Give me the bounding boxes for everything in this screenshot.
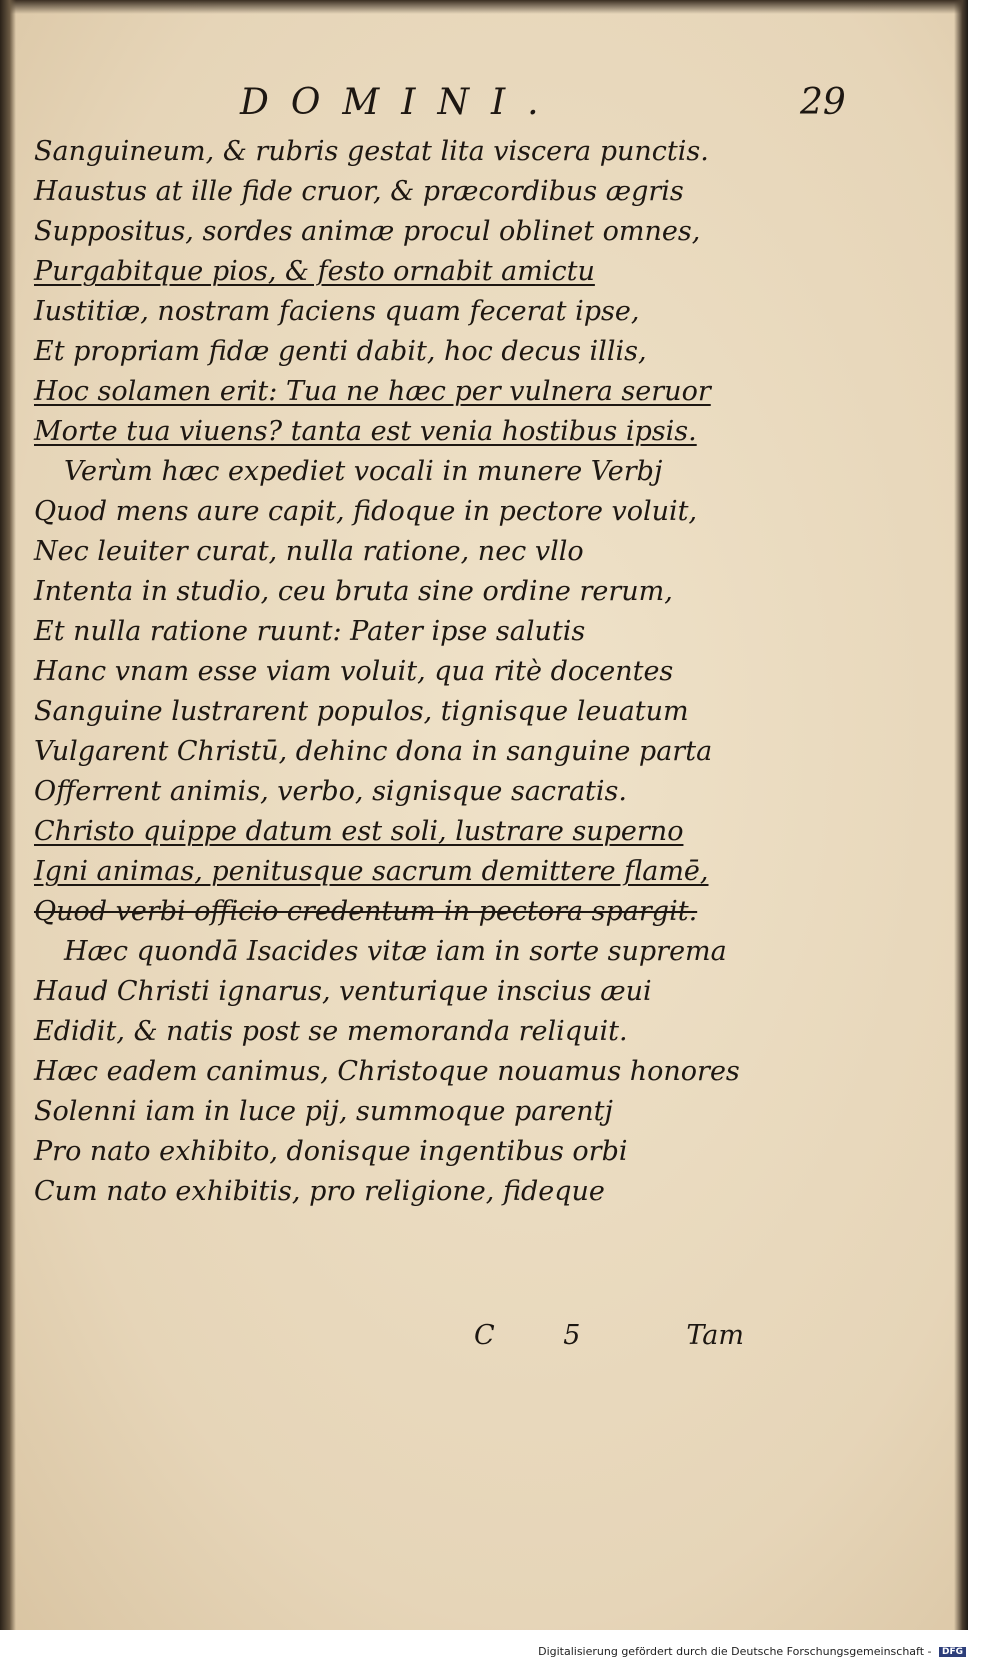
text-line: Purgabitque pios, & festo ornabit amictu: [34, 256, 595, 287]
text-line: Christo quippe datum est soli, lustrare superno: [34, 816, 684, 847]
text-line: Igni animas, penitusque sacrum demittere flamē,: [34, 856, 709, 887]
signature-mark: C 5: [474, 1320, 611, 1351]
text-line: Iustitiæ, nostram faciens quam fecerat ipse,: [34, 296, 640, 327]
credit-text: Digitalisierung gefördert durch die Deutsche Forschungsgemeinschaft -: [538, 1645, 932, 1658]
text-line: Intenta in studio, ceu bruta sine ordine rerum,: [34, 576, 673, 607]
text-line: Solenni iam in luce pij, summoque parentj: [34, 1096, 613, 1127]
text-line: Hanc vnam esse viam voluit, qua ritè docentes: [34, 656, 674, 687]
text-line: Pro nato exhibito, donisque ingentibus orbi: [34, 1136, 628, 1167]
text-line: Hæc quondā Isacides vitæ iam in sorte suprema: [64, 936, 727, 967]
text-line: Quod verbi officio credentum in pectora spargit.: [34, 896, 698, 927]
text-line: Hæc eadem canimus, Christoque nouamus honores: [34, 1056, 740, 1087]
text-line: Hoc solamen erit: Tua ne hæc per vulnera seruor: [34, 376, 711, 407]
folio-number: 29: [800, 82, 846, 123]
text-line: Morte tua viuens? tanta est venia hostibus ipsis.: [34, 416, 697, 447]
text-line: Sanguineum, & rubris gestat lita viscera punctis.: [34, 136, 709, 167]
text-line: Haustus at ille fide cruor, & præcordibus ægris: [34, 176, 684, 207]
dfg-logo: DFG: [939, 1647, 966, 1657]
page-footer: [34, 1320, 754, 1360]
text-line: Verùm hæc expediet vocali in munere Verbj: [64, 456, 663, 487]
text-line: Haud Christi ignarus, venturique inscius æui: [34, 976, 652, 1007]
page-top-shadow: [0, 0, 968, 14]
text-line: Sanguine lustrarent populos, tignisque leuatum: [34, 696, 689, 727]
running-title: DOMINI.: [240, 82, 561, 123]
page-right-edge: [954, 0, 968, 1630]
binding-shadow: [0, 0, 16, 1630]
text-line: Edidit, & natis post se memoranda reliquit.: [34, 1016, 628, 1047]
text-line: Vulgarent Christū, dehinc dona in sanguine parta: [34, 736, 713, 767]
text-line: Suppositus, sordes animæ procul oblinet omnes,: [34, 216, 701, 247]
text-line: Cum nato exhibitis, pro religione, fideque: [34, 1176, 605, 1207]
verse-text: [34, 132, 754, 1212]
text-line: Et nulla ratione ruunt: Pater ipse salutis: [34, 616, 586, 647]
text-line: Quod mens aure capit, fidoque in pectore voluit,: [34, 496, 698, 527]
text-line: Offerrent animis, verbo, signisque sacratis.: [34, 776, 627, 807]
digitization-credit: [538, 1645, 966, 1658]
catchword: Tam: [686, 1320, 744, 1351]
text-line: Et propriam fidæ genti dabit, hoc decus illis,: [34, 336, 647, 367]
text-line: Nec leuiter curat, nulla ratione, nec vllo: [34, 536, 584, 567]
